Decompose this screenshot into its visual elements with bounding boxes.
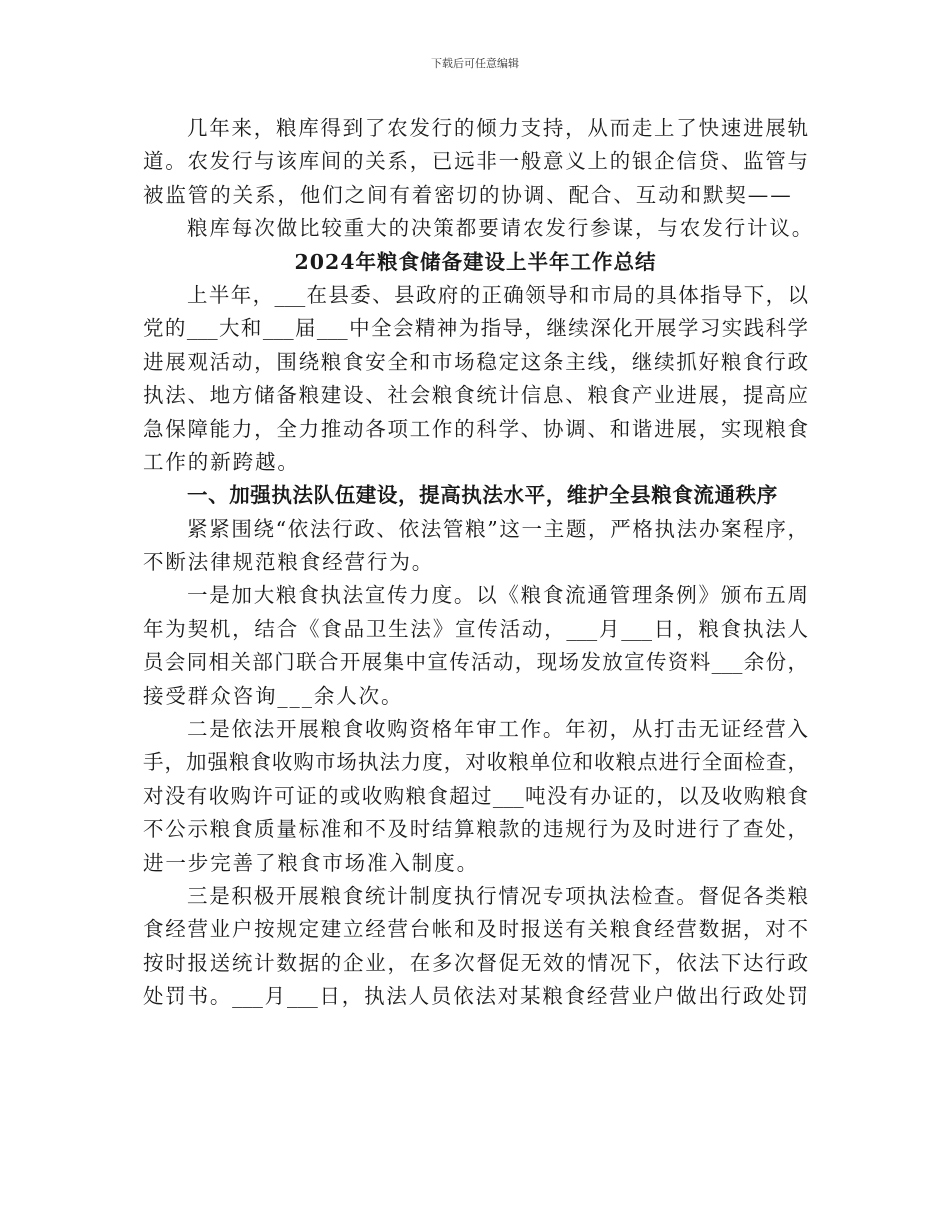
text-line: 党的___大和___届___中全会精神为指导，继续深化开展学习实践科学 bbox=[143, 316, 808, 341]
text-line: 几年来，粮库得到了农发行的倾力支持，从而走上了快速进展轨 bbox=[187, 116, 808, 140]
text-line: 对没有收购许可证的或收购粮食超过___吨没有办证的，以及收购粮食 bbox=[143, 783, 808, 808]
text-line: 不公示粮食质量标准和不及时结算粮款的违规行为及时进行了查处， bbox=[143, 817, 808, 842]
text-line: 进一步完善了粮食市场准入制度。 bbox=[143, 850, 479, 875]
page-header: 下载后可任意编辑 bbox=[431, 57, 519, 70]
document-title: 2024年粮食储备建设上半年工作总结 bbox=[294, 249, 657, 274]
text-line: 员会同相关部门联合开展集中宣传活动，现场发放宣传资料___余份， bbox=[143, 650, 808, 675]
text-line: 工作的新跨越。 bbox=[143, 449, 300, 474]
text-line: 处罚书。___月___日，执法人员依法对某粮食经营业户做出行政处罚 bbox=[143, 984, 808, 1009]
text-line: 道。农发行与该库间的关系，已远非一般意义上的银企信贷、监管与 bbox=[143, 149, 808, 174]
text-line: 三是积极开展粮食统计制度执行情况专项执法检查。督促各类粮 bbox=[187, 883, 808, 908]
text-line: 年为契机，结合《食品卫生法》宣传活动，___月___日，粮食执法人 bbox=[143, 616, 808, 641]
text-line: 被监管的关系，他们之间有着密切的协调、配合、互动和默契—— bbox=[143, 182, 793, 207]
text-line: 进展观活动，围绕粮食安全和市场稳定这条主线，继续抓好粮食行政 bbox=[143, 349, 808, 374]
text-line: 急保障能力，全力推动各项工作的科学、协调、和谐进展，实现粮食 bbox=[143, 416, 808, 441]
text-line: 粮库每次做比较重大的决策都要请农发行参谋，与农发行计议。 bbox=[187, 216, 815, 241]
text-line: 不断法律规范粮食经营行为。 bbox=[143, 550, 435, 575]
document-body bbox=[143, 112, 815, 1014]
text-line: 食经营业户按规定建立经营台帐和及时报送有关粮食经营数据，对不 bbox=[143, 917, 808, 942]
text-line: 一是加大粮食执法宣传力度。以《粮食流通管理条例》颁布五周 bbox=[187, 583, 808, 608]
text-line: 紧紧围绕“依法行政、依法管粮”这一主题，严格执法办案程序， bbox=[187, 516, 808, 541]
text-line: 执法、地方储备粮建设、社会粮食统计信息、粮食产业进展，提高应 bbox=[143, 383, 808, 408]
text-line: 上半年，___在县委、县政府的正确领导和市局的具体指导下，以 bbox=[187, 282, 808, 307]
text-line: 手，加强粮食收购市场执法力度，对收粮单位和收粮点进行全面检查， bbox=[143, 750, 808, 775]
text-line: 二是依法开展粮食收购资格年审工作。年初，从打击无证经营入 bbox=[187, 717, 808, 742]
text-line: 按时报送统计数据的企业，在多次督促无效的情况下，依法下达行政 bbox=[143, 950, 808, 975]
text-line: 接受群众咨询___余人次。 bbox=[143, 683, 404, 708]
section-heading: 一、加强执法队伍建设，提高执法水平，维护全县粮食流通秩序 bbox=[187, 483, 778, 508]
